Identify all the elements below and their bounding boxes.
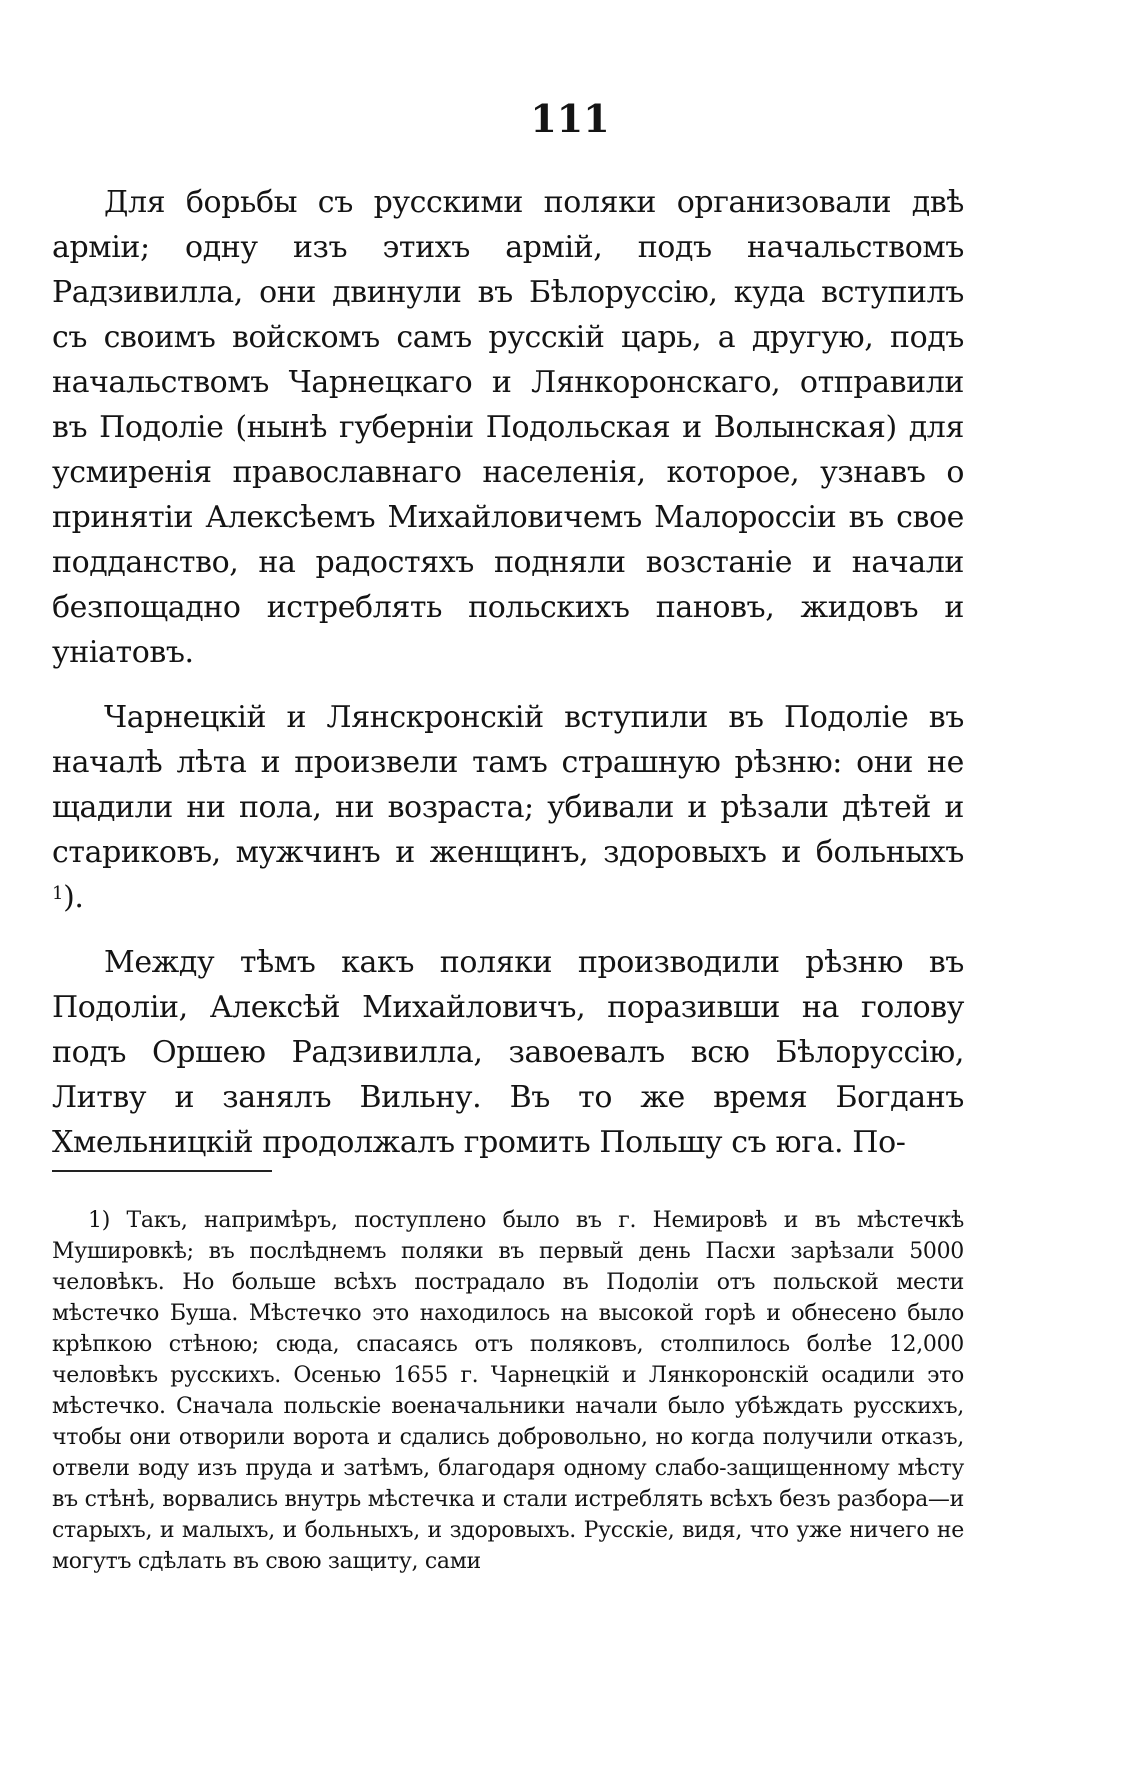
paragraph-2 (52, 695, 964, 920)
footnote-reference[interactable]: 1 (52, 883, 64, 904)
paragraph-2-text: Чарнецкій и Лянскронскій вступили въ Подоліе въ началѣ лѣта и произвели тамъ страшную рѣзню: они не щадили ни пола, ни возраста; убивали и рѣзали дѣтей и стариковъ, мужчинъ и женщинъ, здоровыхъ и больныхъ (52, 700, 964, 870)
page-number: 111 (530, 96, 610, 141)
footnote-text: Такъ, напримѣръ, поступлено было въ г. Немировѣ и въ мѣстечкѣ Мушировкѣ; въ послѣднемъ поляки въ первый день Пасхи зарѣзали 5000 человѣкъ. Но больше всѣхъ пострадало въ Подоліи отъ польской мести мѣстечко Буша. Мѣстечко это находилось на высокой горѣ и обнесено было крѣпкою стѣною; сюда, спасаясь отъ поляковъ, столпилось болѣе 12,000 человѣкъ русскихъ. Осенью 1655 г. Чарнецкій и Лянкоронскій осадили это мѣстечко. Сначала польскіе военачальники начали было убѣждать русскихъ, чтобы они отворили ворота и сдались добровольно, но когда получили отказъ, отвели воду изъ пруда и затѣмъ, благодаря одному слабо-защищенному мѣсту въ стѣнѣ, ворвались внутрь мѣстечка и стали истреблять всѣхъ безъ разбора—и старыхъ, и малыхъ, и больныхъ, и здоровыхъ. Русскіе, видя, что уже ничего не могутъ сдѣлать въ свою защиту, сами (52, 1208, 964, 1574)
footnote (52, 1205, 964, 1577)
footnote-marker: 1) (88, 1208, 110, 1233)
footnote-separator (52, 1170, 272, 1172)
paragraph-2-end: ). (63, 880, 84, 915)
paragraph-1: Для борьбы съ русскими поляки организовали двѣ арміи; одну изъ этихъ армій, подъ начальствомъ Радзивилла, они двинули въ Бѣлоруссію, куда вступилъ съ своимъ войскомъ самъ русскій царь, а другую, подъ начальствомъ Чарнецкаго и Лянкоронскаго, отправили въ Подоліе (нынѣ губерніи Подольская и Волынская) для усмиренія православнаго населенія, которое, узнавъ о принятіи Алексѣемъ Михайловичемъ Малороссіи въ свое подданство, на радостяхъ подняли возстаніе и начали безпощадно истреблять польскихъ пановъ, жидовъ и уніатовъ. (52, 185, 964, 670)
footnote-paragraph (52, 1205, 964, 1577)
paragraph-3: Между тѣмъ какъ поляки производили рѣзню въ Подоліи, Алексѣй Михайловичъ, поразивши на голову подъ Оршею Радзивилла, завоевалъ всю Бѣлоруссію, Литву и занялъ Вильну. Въ то же время Богданъ Хмельницкій продолжалъ громить Польшу съ юга. По- (52, 945, 964, 1160)
main-text (52, 180, 964, 1165)
